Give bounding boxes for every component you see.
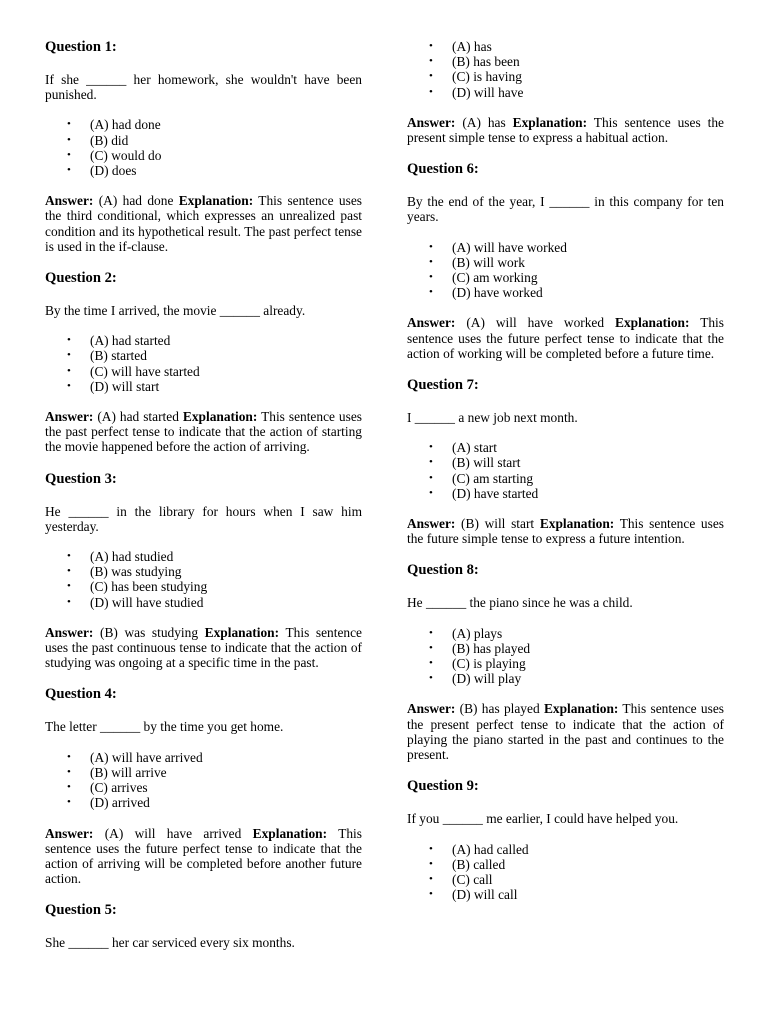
option-item: • (D) will have studied [90,595,362,610]
option-item: • (B) has played [452,641,724,656]
explanation-text: This sentence uses the past continuous tense to indicate that the action of studying was ongoing at a specific time in the past. [45,624,362,671]
explanation-label: Explanation: [178,193,254,209]
answer-text: (A) will have worked [466,315,605,331]
question-prompt: By the time I arrived, the movie ______ already. [45,303,306,319]
left-column [45,38,362,951]
option-item: • (B) will arrive [90,765,362,780]
answer-label: Answer: [407,701,456,717]
answer-paragraph [45,409,362,455]
explanation-label: Explanation: [512,114,588,130]
option-item: • (D) does [90,163,362,178]
option-item: • (C) has been studying [90,579,362,594]
option-item: • (C) am starting [452,471,724,486]
answer-paragraph [45,826,362,887]
question-prompt: The letter ______ by the time you get home. [45,719,284,735]
option-item: • (A) has [452,39,724,54]
question-title: Question 8: [407,562,479,579]
option-item: • (B) will work [452,255,724,270]
question-title: Question 3: [45,470,117,487]
option-item: • (D) arrived [90,795,362,810]
explanation-text: This sentence uses the third conditional, which expresses an unrealized past condition and its hypothetical result. The past perfect tense is used in the if-clause. [45,193,362,254]
question-prompt: He ______ in the library for hours when I saw him yesterday. [45,503,362,534]
question-title: Question 1: [45,39,117,55]
answer-label: Answer: [45,193,94,209]
answer-paragraph [407,115,724,145]
answer-paragraph [45,625,362,671]
explanation-label: Explanation: [182,409,258,425]
question-prompt: I ______ a new job next month. [407,410,578,426]
option-item: • (A) will have arrived [90,750,362,765]
question-title: Question 7: [407,377,479,394]
option-list [407,39,724,100]
option-item: • (C) would do [90,148,362,163]
answer-paragraph [407,701,724,762]
question-title: Question 4: [45,686,117,703]
answer-paragraph [407,315,724,361]
option-item: • (B) has been [452,54,724,69]
answer-label: Answer: [407,114,456,130]
option-item: • (D) have started [452,486,724,501]
option-list [407,440,724,501]
right-column [407,39,724,917]
option-list [407,626,724,687]
answer-text: (A) will have arrived [104,825,242,841]
option-item: • (B) started [90,348,362,363]
question-prompt: By the end of the year, I ______ in this company for ten years. [407,194,724,225]
question-title: Question 2: [45,270,117,287]
answer-paragraph [407,516,724,546]
explanation-label: Explanation: [204,624,280,640]
option-item: • (A) had studied [90,549,362,564]
answer-label: Answer: [407,516,456,532]
option-item: • (B) called [452,857,724,872]
option-item: • (C) is playing [452,656,724,671]
question-title: Question 6: [407,161,479,178]
explanation-text: This sentence uses the present simple tense to express a habitual action. [407,114,724,146]
answer-text: (B) has played [459,701,540,717]
option-item: • (D) have worked [452,285,724,300]
answer-label: Answer: [45,624,94,640]
question-prompt: If she ______ her homework, she wouldn't have been punished. [45,72,362,103]
question-title: Question 9: [407,778,479,795]
option-item: • (A) had called [452,842,724,857]
question-prompt: He ______ the piano since he was a child. [407,595,633,611]
answer-label: Answer: [407,315,456,331]
option-item: • (D) will call [452,887,724,902]
question-title: Question 5: [45,902,117,919]
option-item: • (A) had started [90,333,362,348]
option-list [407,240,724,301]
explanation-text: This sentence uses the present perfect tense to indicate that the action of playing the piano started in the past and continues to the present. [407,701,724,763]
option-item: • (B) did [90,133,362,148]
option-item: • (D) will play [452,671,724,686]
explanation-text: This sentence uses the future perfect tense to indicate that the action of arriving will be completed before another future action. [45,825,362,887]
option-item: • (D) will have [452,85,724,100]
answer-label: Answer: [45,409,94,425]
answer-text: (B) will start [461,516,535,532]
option-list [45,549,362,610]
explanation-label: Explanation: [615,315,690,331]
answer-text: (A) has [462,114,506,130]
option-item: • (A) plays [452,626,724,641]
option-list [407,842,724,903]
option-item: • (C) am working [452,270,724,285]
answer-paragraph [45,193,362,254]
answer-text: (A) had done [98,193,174,209]
option-item: • (A) start [452,440,724,455]
question-prompt: If you ______ me earlier, I could have helped you. [407,811,679,827]
option-item: • (C) call [452,872,724,887]
explanation-label: Explanation: [252,825,328,841]
explanation-label: Explanation: [539,516,615,532]
explanation-label: Explanation: [543,701,619,717]
option-item: • (A) will have worked [452,240,724,255]
explanation-text: This sentence uses the future simple tense to express a future intention. [407,516,724,547]
option-item: • (B) was studying [90,564,362,579]
option-item: • (A) had done [90,117,362,132]
answer-text: (B) was studying [99,624,199,640]
answer-text: (A) had started [97,409,179,425]
option-item: • (C) will have started [90,364,362,379]
option-list [45,117,362,178]
option-item: • (B) will start [452,455,724,470]
option-item: • (D) will start [90,379,362,394]
option-list [45,333,362,394]
option-item: • (C) arrives [90,780,362,795]
option-item: • (C) is having [452,69,724,84]
option-list [45,750,362,811]
explanation-text: This sentence uses the future perfect tense to indicate that the action of working will be completed before a future time. [407,315,724,361]
question-prompt: She ______ her car serviced every six months. [45,935,295,951]
explanation-text: This sentence uses the past perfect tense to indicate that the action of starting the movie happened before the action of arriving. [45,409,362,455]
answer-label: Answer: [45,825,94,841]
